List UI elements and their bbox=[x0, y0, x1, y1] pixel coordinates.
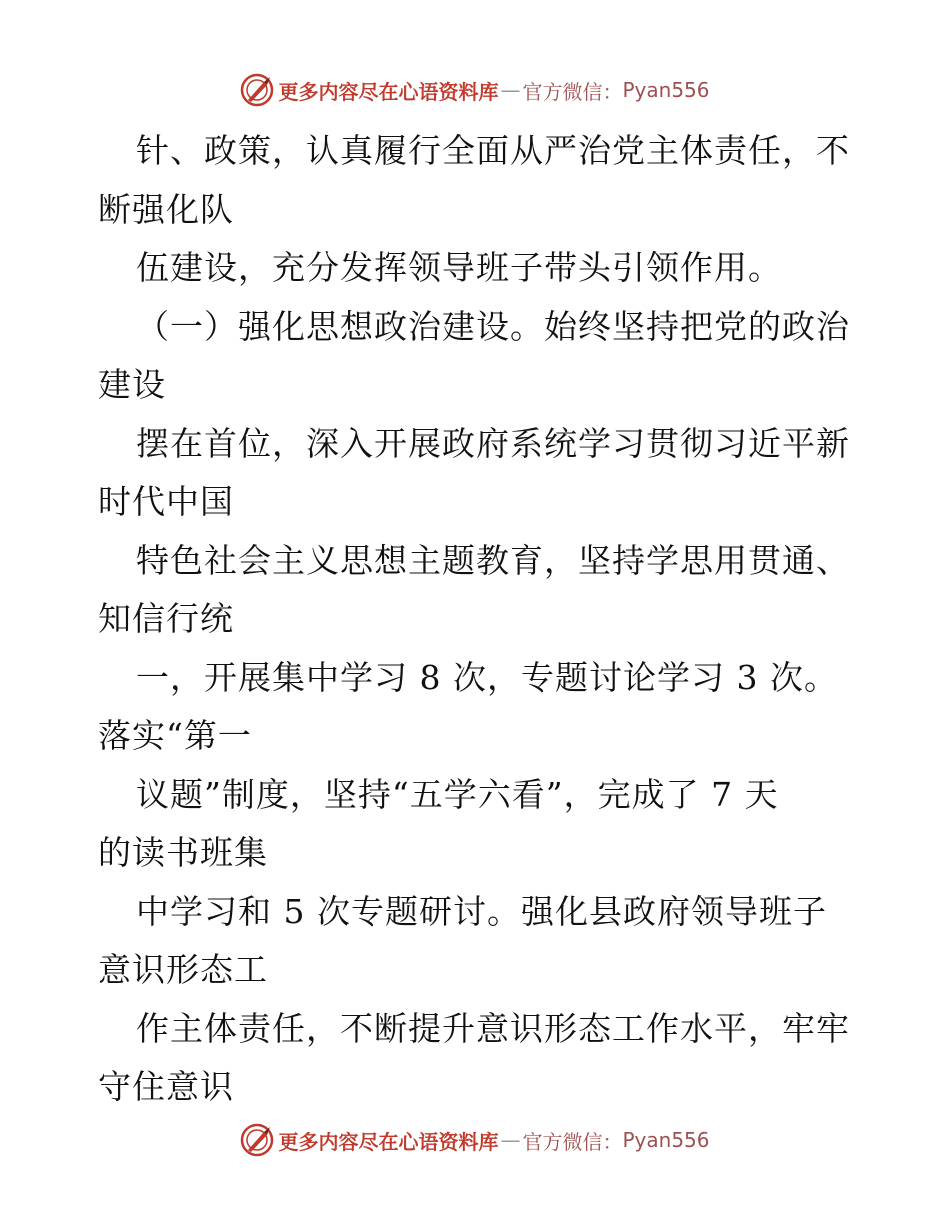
text-line: 伍建设，充分发挥领导班子带头引领作用。 bbox=[136, 248, 782, 287]
document-body bbox=[98, 122, 858, 1117]
text-line: 落实“第一 bbox=[98, 716, 252, 755]
footer-watermark bbox=[0, 1120, 950, 1160]
watermark-dash: — bbox=[500, 1128, 521, 1152]
watermark-dash: — bbox=[500, 78, 521, 102]
quill-logo-icon bbox=[240, 1123, 274, 1157]
text-line: 针、政策，认真履行全面从严治党主体责任，不 bbox=[136, 131, 850, 170]
text-line: 守住意识 bbox=[98, 1067, 234, 1106]
watermark-account: Pyan556 bbox=[622, 78, 710, 102]
quill-logo-icon bbox=[240, 73, 274, 107]
text-line: 建设 bbox=[98, 365, 166, 404]
watermark-account: Pyan556 bbox=[622, 1128, 710, 1152]
header-watermark bbox=[0, 70, 950, 110]
watermark-side-text: 官方微信： bbox=[522, 79, 623, 104]
text-line: 中学习和 5 次专题研讨。强化县政府领导班子 bbox=[136, 891, 827, 931]
text-line: 特色社会主义思想主题教育，坚持学思用贯通、 bbox=[136, 540, 850, 580]
text-line: 意识形态工 bbox=[98, 950, 268, 989]
text-line: 断强化队 bbox=[98, 189, 234, 229]
text-line: 知信行统 bbox=[98, 599, 234, 638]
text-line: 一，开展集中学习 8 次，专题讨论学习 3 次。 bbox=[136, 657, 838, 697]
watermark-side-text: 官方微信： bbox=[522, 1129, 623, 1154]
text-line: （一）强化思想政治建设。始终坚持把党的政治 bbox=[136, 306, 850, 346]
watermark-main-text: 更多内容尽在心语资料库 bbox=[278, 79, 499, 104]
text-line: 议题”制度，坚持“五学六看”，完成了 7 天 bbox=[136, 774, 779, 814]
text-line: 的读书班集 bbox=[98, 833, 268, 872]
text-line: 摆在首位，深入开展政府系统学习贯彻习近平新 bbox=[136, 423, 850, 463]
text-line: 时代中国 bbox=[98, 482, 234, 521]
watermark-main-text: 更多内容尽在心语资料库 bbox=[278, 1129, 499, 1154]
text-line: 作主体责任，不断提升意识形态工作水平，牢牢 bbox=[136, 1008, 850, 1048]
